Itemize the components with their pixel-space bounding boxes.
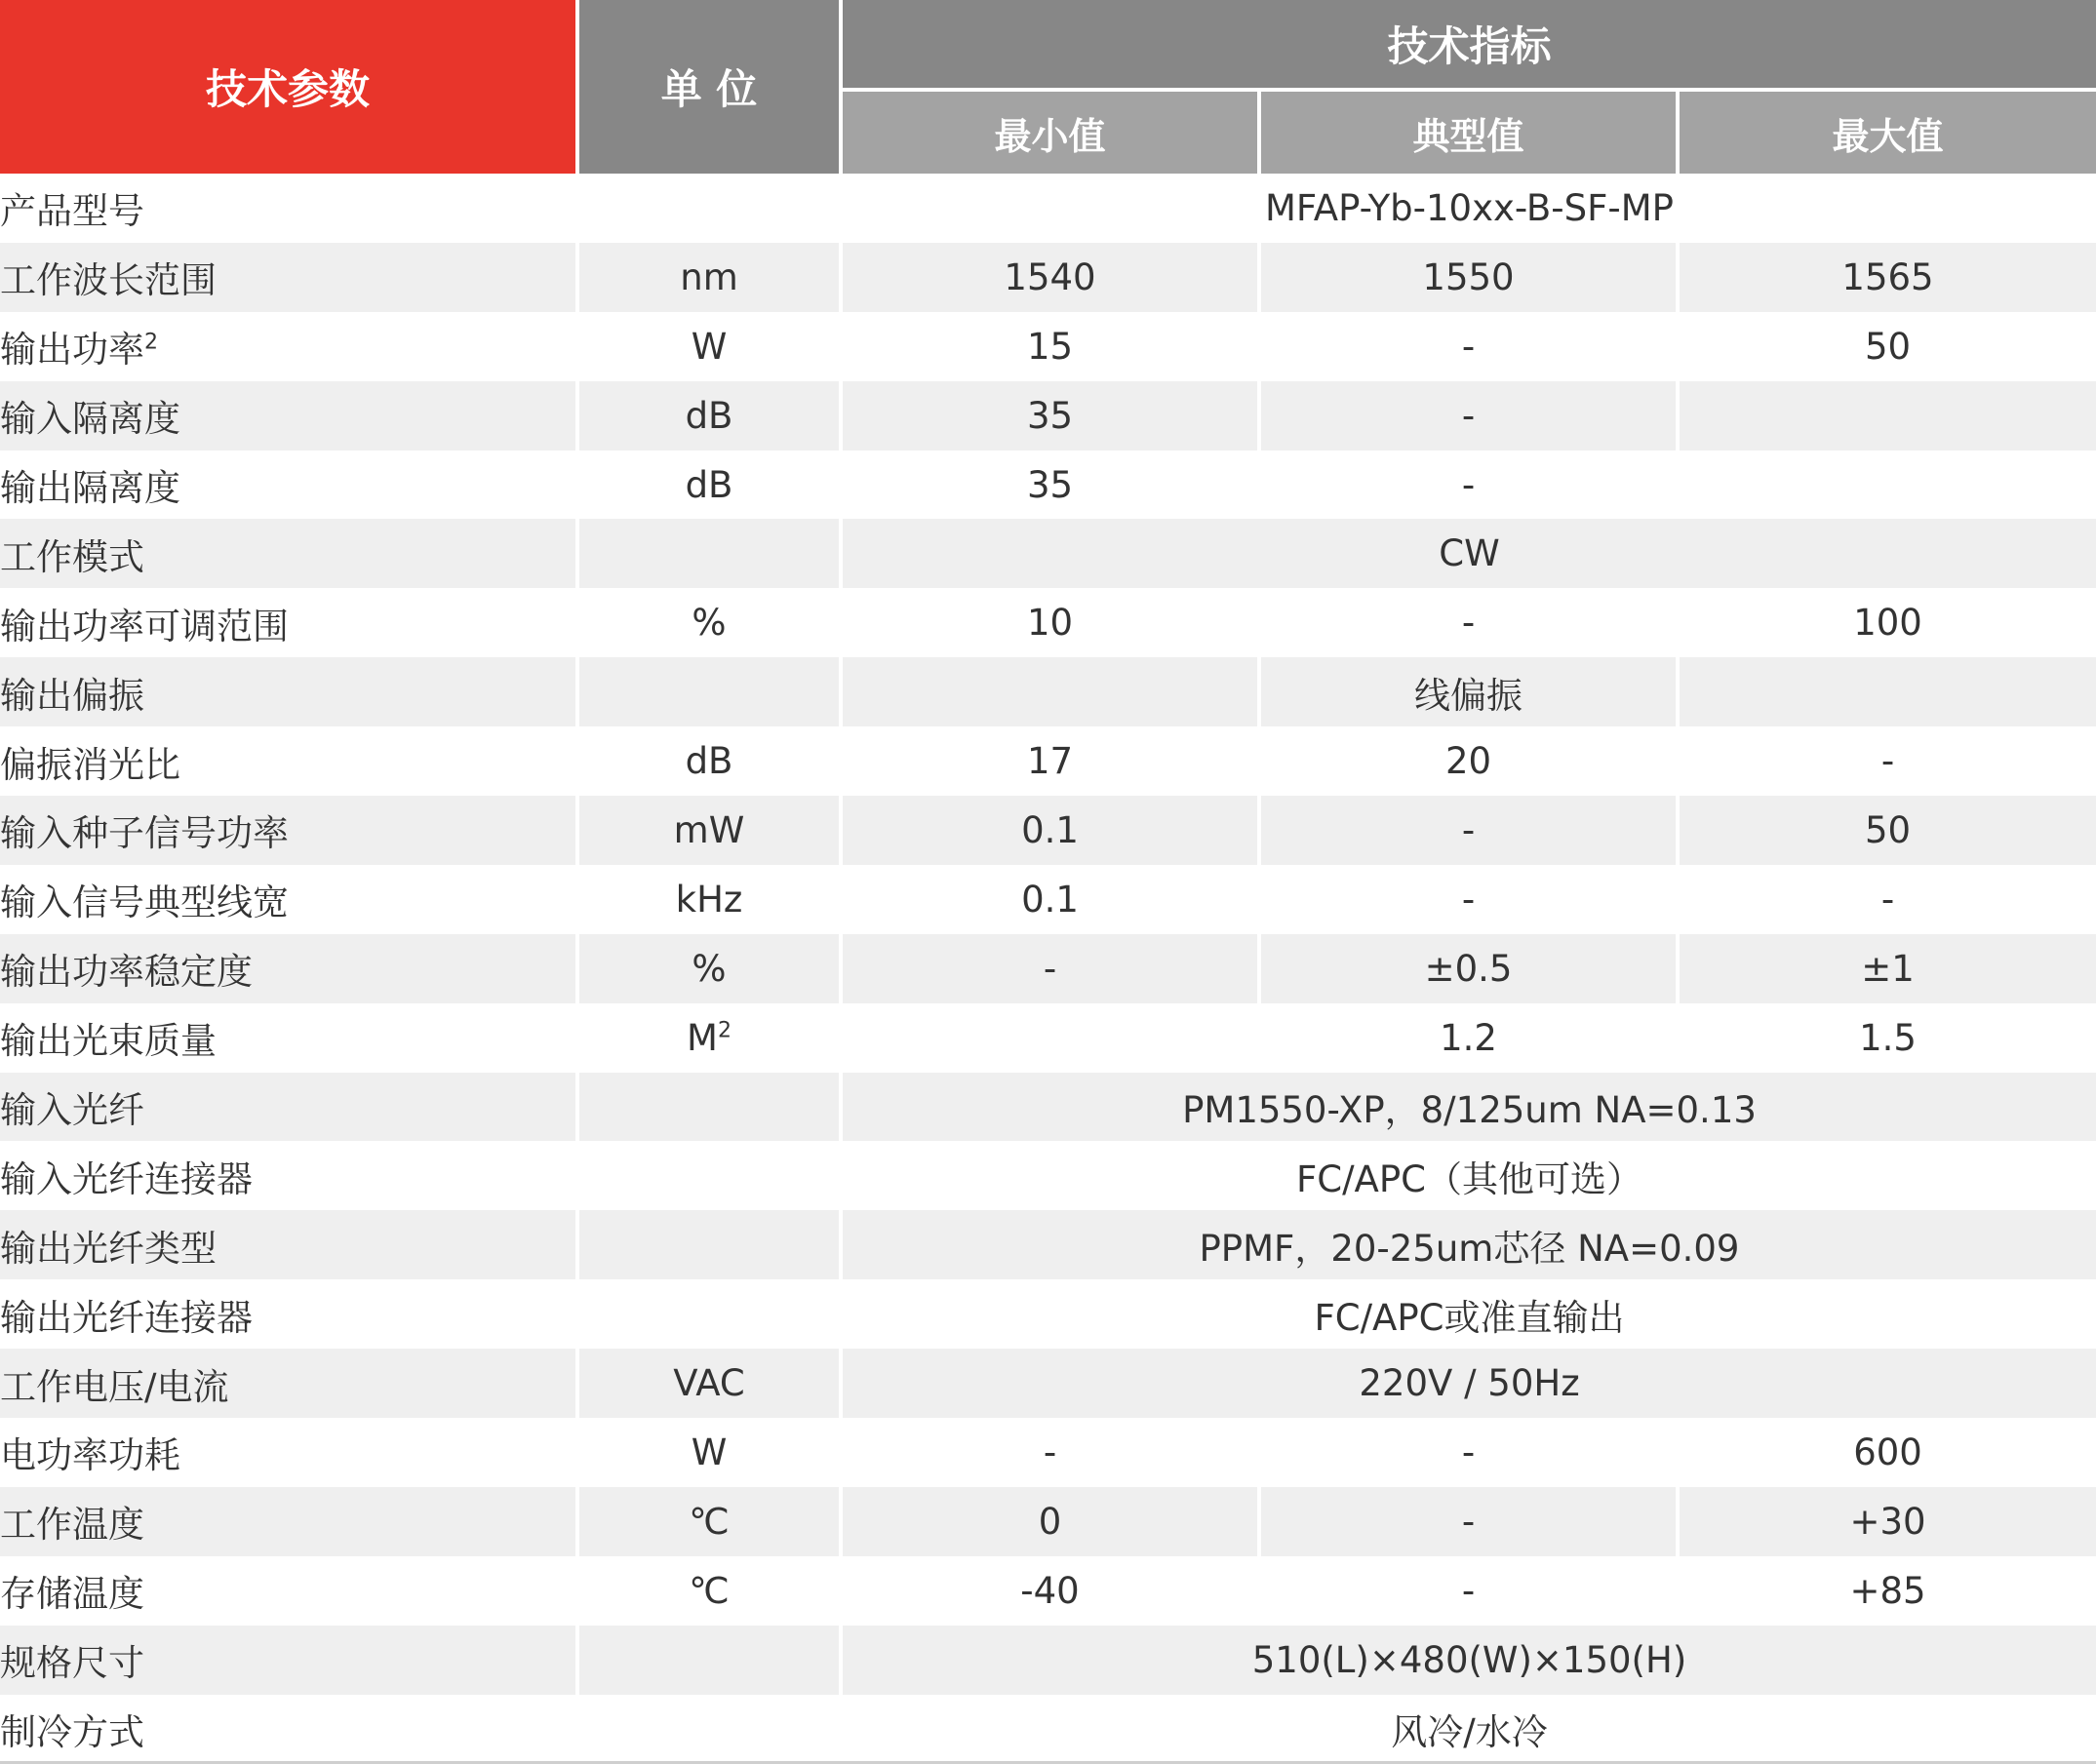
- merged-value-cell: 风冷/水冷: [841, 1695, 2096, 1764]
- param-name: 偏振消光比: [0, 743, 180, 786]
- table-row: [0, 1210, 2096, 1279]
- param-name-cell: [0, 1418, 577, 1487]
- unit-cell: [577, 1418, 841, 1487]
- unit-cell: [577, 174, 841, 243]
- header-min: 最小值: [841, 90, 1259, 174]
- merged-value-cell: CW: [841, 519, 2096, 588]
- param-name-cell: [0, 588, 577, 657]
- param-name-cell: [0, 796, 577, 865]
- unit-cell: [577, 1073, 841, 1142]
- typical-value-cell: 20: [1259, 726, 1678, 796]
- param-name: 输出光束质量: [0, 1020, 217, 1063]
- typical-value-cell: -: [1259, 796, 1678, 865]
- unit-cell: [577, 1279, 841, 1349]
- unit-cell: [577, 934, 841, 1003]
- max-value-cell: ±1: [1678, 934, 2096, 1003]
- param-name: 电功率功耗: [0, 1434, 180, 1477]
- param-name: 产品型号: [0, 190, 144, 233]
- unit-cell: [577, 657, 841, 726]
- unit-value: ℃: [689, 1500, 730, 1543]
- param-name-cell: [0, 1487, 577, 1556]
- param-name-cell: [0, 1073, 577, 1142]
- typical-value-cell: -: [1259, 1487, 1678, 1556]
- max-value-cell: +85: [1678, 1556, 2096, 1626]
- table-row: [0, 1073, 2096, 1142]
- max-value-cell: [1678, 451, 2096, 520]
- param-name: 输出功率可调范围: [0, 605, 289, 647]
- header-typ: 典型值: [1259, 90, 1678, 174]
- unit-value: dB: [685, 394, 733, 437]
- param-name: 输出偏振: [0, 674, 144, 717]
- unit-value: nm: [680, 255, 738, 298]
- merged-value-cell: PM1550-XP，8/125um NA=0.13: [841, 1073, 2096, 1142]
- param-name: 存储温度: [0, 1573, 144, 1616]
- param-name: 工作电压/电流: [0, 1365, 229, 1408]
- table-row: [0, 726, 2096, 796]
- max-value-cell: [1678, 381, 2096, 451]
- table-row: [0, 657, 2096, 726]
- merged-value-cell: FC/APC（其他可选）: [841, 1141, 2096, 1210]
- max-value-cell: -: [1678, 865, 2096, 934]
- unit-cell: [577, 1556, 841, 1626]
- param-name: 制冷方式: [0, 1711, 144, 1754]
- min-value-cell: -40: [841, 1556, 1259, 1626]
- table-row: [0, 381, 2096, 451]
- typical-value-cell: -: [1259, 588, 1678, 657]
- merged-value-cell: 510(L)×480(W)×150(H): [841, 1626, 2096, 1695]
- param-name: 输入信号典型线宽: [0, 882, 289, 924]
- typical-value-cell: -: [1259, 312, 1678, 381]
- unit-cell: [577, 865, 841, 934]
- min-value-cell: -: [841, 1418, 1259, 1487]
- typical-value-cell: 1550: [1259, 243, 1678, 312]
- typical-value-cell: -: [1259, 451, 1678, 520]
- merged-value-cell: 220V / 50Hz: [841, 1349, 2096, 1418]
- min-value-cell: [841, 1003, 1259, 1073]
- header-param: 技术参数: [0, 0, 577, 174]
- param-name-cell: [0, 1695, 577, 1764]
- min-value-cell: 0.1: [841, 796, 1259, 865]
- unit-superscript: 2: [717, 1018, 732, 1043]
- param-name-cell: [0, 1556, 577, 1626]
- unit-cell: [577, 312, 841, 381]
- param-name: 输入光纤连接器: [0, 1157, 253, 1200]
- header-max: 最大值: [1678, 90, 2096, 174]
- table-row: [0, 243, 2096, 312]
- unit-cell: [577, 1003, 841, 1073]
- param-name-cell: [0, 519, 577, 588]
- max-value-cell: 50: [1678, 796, 2096, 865]
- max-value-cell: [1678, 657, 2096, 726]
- min-value-cell: 35: [841, 451, 1259, 520]
- unit-value: ℃: [689, 1569, 730, 1612]
- param-name: 工作波长范围: [0, 259, 217, 302]
- table-row: [0, 1349, 2096, 1418]
- unit-value: M: [687, 1016, 718, 1059]
- param-name-cell: [0, 657, 577, 726]
- unit-cell: [577, 451, 841, 520]
- param-name: 输入隔离度: [0, 398, 180, 441]
- table-row: [0, 519, 2096, 588]
- max-value-cell: 1565: [1678, 243, 2096, 312]
- table-row: [0, 174, 2096, 243]
- merged-value-cell: PPMF，20-25um芯径 NA=0.09: [841, 1210, 2096, 1279]
- param-name: 工作模式: [0, 535, 144, 578]
- table-row: [0, 1556, 2096, 1626]
- param-name: 输出功率稳定度: [0, 951, 253, 994]
- typical-value-cell: ±0.5: [1259, 934, 1678, 1003]
- unit-cell: [577, 796, 841, 865]
- unit-cell: [577, 243, 841, 312]
- max-value-cell: 600: [1678, 1418, 2096, 1487]
- unit-value: W: [691, 325, 728, 368]
- param-name: 输出功率: [0, 329, 144, 372]
- param-name: 输入种子信号功率: [0, 812, 289, 855]
- max-value-cell: 100: [1678, 588, 2096, 657]
- unit-cell: [577, 726, 841, 796]
- param-name-cell: [0, 1349, 577, 1418]
- unit-cell: [577, 588, 841, 657]
- param-name-cell: [0, 381, 577, 451]
- max-value-cell: +30: [1678, 1487, 2096, 1556]
- table-row: [0, 1003, 2096, 1073]
- param-name-cell: [0, 1279, 577, 1349]
- typical-value-cell: -: [1259, 1418, 1678, 1487]
- param-name-cell: [0, 865, 577, 934]
- unit-value: kHz: [675, 878, 743, 921]
- spec-body: [0, 174, 2096, 1763]
- typical-value-cell: -: [1259, 865, 1678, 934]
- table-row: [0, 1487, 2096, 1556]
- max-value-cell: -: [1678, 726, 2096, 796]
- unit-value: %: [692, 947, 727, 990]
- min-value-cell: 0.1: [841, 865, 1259, 934]
- header-tech: 技术指标: [841, 0, 2096, 90]
- merged-value-cell: FC/APC或准直输出: [841, 1279, 2096, 1349]
- param-name-cell: [0, 1141, 577, 1210]
- table-row: [0, 1626, 2096, 1695]
- param-name: 工作温度: [0, 1504, 144, 1547]
- param-name-superscript: 2: [144, 330, 158, 355]
- param-name-cell: [0, 1210, 577, 1279]
- min-value-cell: 17: [841, 726, 1259, 796]
- table-row: [0, 934, 2096, 1003]
- unit-value: %: [692, 602, 727, 645]
- max-value-cell: 1.5: [1678, 1003, 2096, 1073]
- param-name: 输出隔离度: [0, 467, 180, 509]
- table-row: [0, 451, 2096, 520]
- typical-value-cell: 线偏振: [1259, 657, 1678, 726]
- table-row: [0, 312, 2096, 381]
- table-row: [0, 796, 2096, 865]
- table-row: [0, 1141, 2096, 1210]
- min-value-cell: 35: [841, 381, 1259, 451]
- table-row: [0, 1279, 2096, 1349]
- unit-cell: [577, 1210, 841, 1279]
- table-row: [0, 588, 2096, 657]
- table-row: [0, 865, 2096, 934]
- unit-value: dB: [685, 740, 733, 783]
- unit-value: VAC: [673, 1362, 745, 1405]
- unit-value: mW: [673, 808, 745, 851]
- min-value-cell: 15: [841, 312, 1259, 381]
- unit-cell: [577, 1487, 841, 1556]
- table-row: [0, 1695, 2096, 1764]
- unit-cell: [577, 1626, 841, 1695]
- param-name-cell: [0, 312, 577, 381]
- typical-value-cell: -: [1259, 381, 1678, 451]
- typical-value-cell: 1.2: [1259, 1003, 1678, 1073]
- param-name: 规格尺寸: [0, 1642, 144, 1685]
- min-value-cell: 10: [841, 588, 1259, 657]
- header-unit: 单 位: [577, 0, 841, 174]
- param-name-cell: [0, 934, 577, 1003]
- unit-cell: [577, 1695, 841, 1764]
- max-value-cell: 50: [1678, 312, 2096, 381]
- min-value-cell: 0: [841, 1487, 1259, 1556]
- typical-value-cell: -: [1259, 1556, 1678, 1626]
- table-row: [0, 1418, 2096, 1487]
- min-value-cell: 1540: [841, 243, 1259, 312]
- param-name-cell: [0, 243, 577, 312]
- param-name-cell: [0, 726, 577, 796]
- unit-cell: [577, 381, 841, 451]
- unit-value: dB: [685, 463, 733, 506]
- param-name-cell: [0, 451, 577, 520]
- unit-value: W: [691, 1431, 728, 1473]
- param-name: 输出光纤类型: [0, 1227, 217, 1270]
- param-name-cell: [0, 1626, 577, 1695]
- unit-cell: [577, 1141, 841, 1210]
- param-name: 输出光纤连接器: [0, 1296, 253, 1339]
- merged-value-cell: MFAP-Yb-10xx-B-SF-MP: [841, 174, 2096, 243]
- unit-cell: [577, 1349, 841, 1418]
- unit-cell: [577, 519, 841, 588]
- param-name: 输入光纤: [0, 1089, 144, 1132]
- min-value-cell: [841, 657, 1259, 726]
- param-name-cell: [0, 1003, 577, 1073]
- param-name-cell: [0, 174, 577, 243]
- min-value-cell: -: [841, 934, 1259, 1003]
